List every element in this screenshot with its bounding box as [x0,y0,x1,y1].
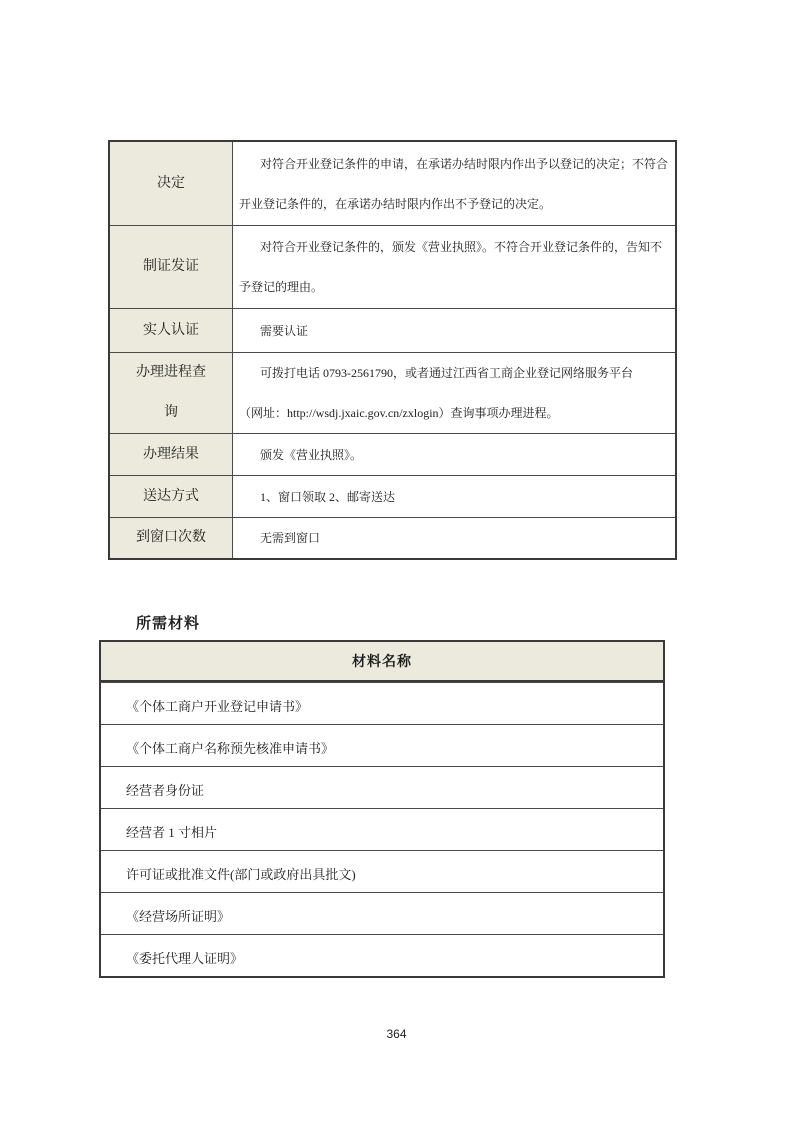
content-line: 予登记的理由。 [239,280,324,294]
row-label: 送达方式 [143,488,199,504]
materials-table [99,640,665,978]
row-label: 到窗口次数 [136,530,206,545]
table-row: 《个体工商户开业登记申请书》 [101,682,663,724]
process-table [108,140,677,560]
row-content-cell [232,434,675,475]
materials-section-title: 所需材料 [136,616,201,632]
row-label-cell [110,434,232,475]
table-row: 《个体工商户名称预先核准申请书》 [101,724,663,766]
content-line: 需要认证 [260,323,309,338]
row-label: 办理结果 [143,446,199,462]
content-line: 颁发《营业执照》。 [260,447,363,462]
table-row [110,433,675,475]
table-row [110,225,675,308]
row-label-cell [110,518,232,558]
materials-table-header: 材料名称 [101,642,663,682]
row-content-cell [232,309,675,352]
content-line: 可拨打电话 0793-2561790，或者通过江西省工商企业登记网络服务平台 [260,366,633,380]
row-content-cell [232,518,675,558]
row-label: 制证发证 [143,259,199,274]
content-line: 对符合开业登记条件的申请，在承诺办结时限内作出予以登记的决定；不符合 [260,156,669,171]
row-content-cell [232,353,675,433]
row-content-cell [232,226,675,308]
table-row: 《经营场所证明》 [101,892,663,934]
row-label-cell [110,353,232,433]
table-row: 经营者身份证 [101,766,663,808]
row-label: 决定 [157,175,185,191]
row-label: 办理进程查询 [136,365,206,420]
table-row: 《委托代理人证明》 [101,934,663,976]
table-row [110,308,675,352]
row-label-cell [110,142,232,225]
row-content-cell [232,142,675,225]
table-row: 许可证或批准文件(部门或政府出具批文) [101,850,663,892]
table-row [110,517,675,558]
row-label-cell [110,309,232,352]
row-label-cell [110,226,232,308]
page-number: 364 [386,1027,407,1041]
content-line: 无需到窗口 [260,531,321,545]
row-content-cell [232,476,675,517]
table-row: 经营者 1 寸相片 [101,808,663,850]
content-line: 1、窗口领取 2、邮寄送达 [260,489,396,504]
table-row [110,142,675,225]
content-line: （网址：http://wsdj.jxaic.gov.cn/zxlogin）查询事项办理进程。 [239,406,559,420]
content-line: 对符合开业登记条件的，颁发《营业执照》。不符合开业登记条件的，告知不 [260,240,663,254]
row-label: 实人认证 [143,322,199,338]
row-label-cell [110,476,232,517]
table-row [110,352,675,433]
content-line: 开业登记条件的，在承诺办结时限内作出不予登记的决定。 [239,196,552,211]
table-row [110,475,675,517]
